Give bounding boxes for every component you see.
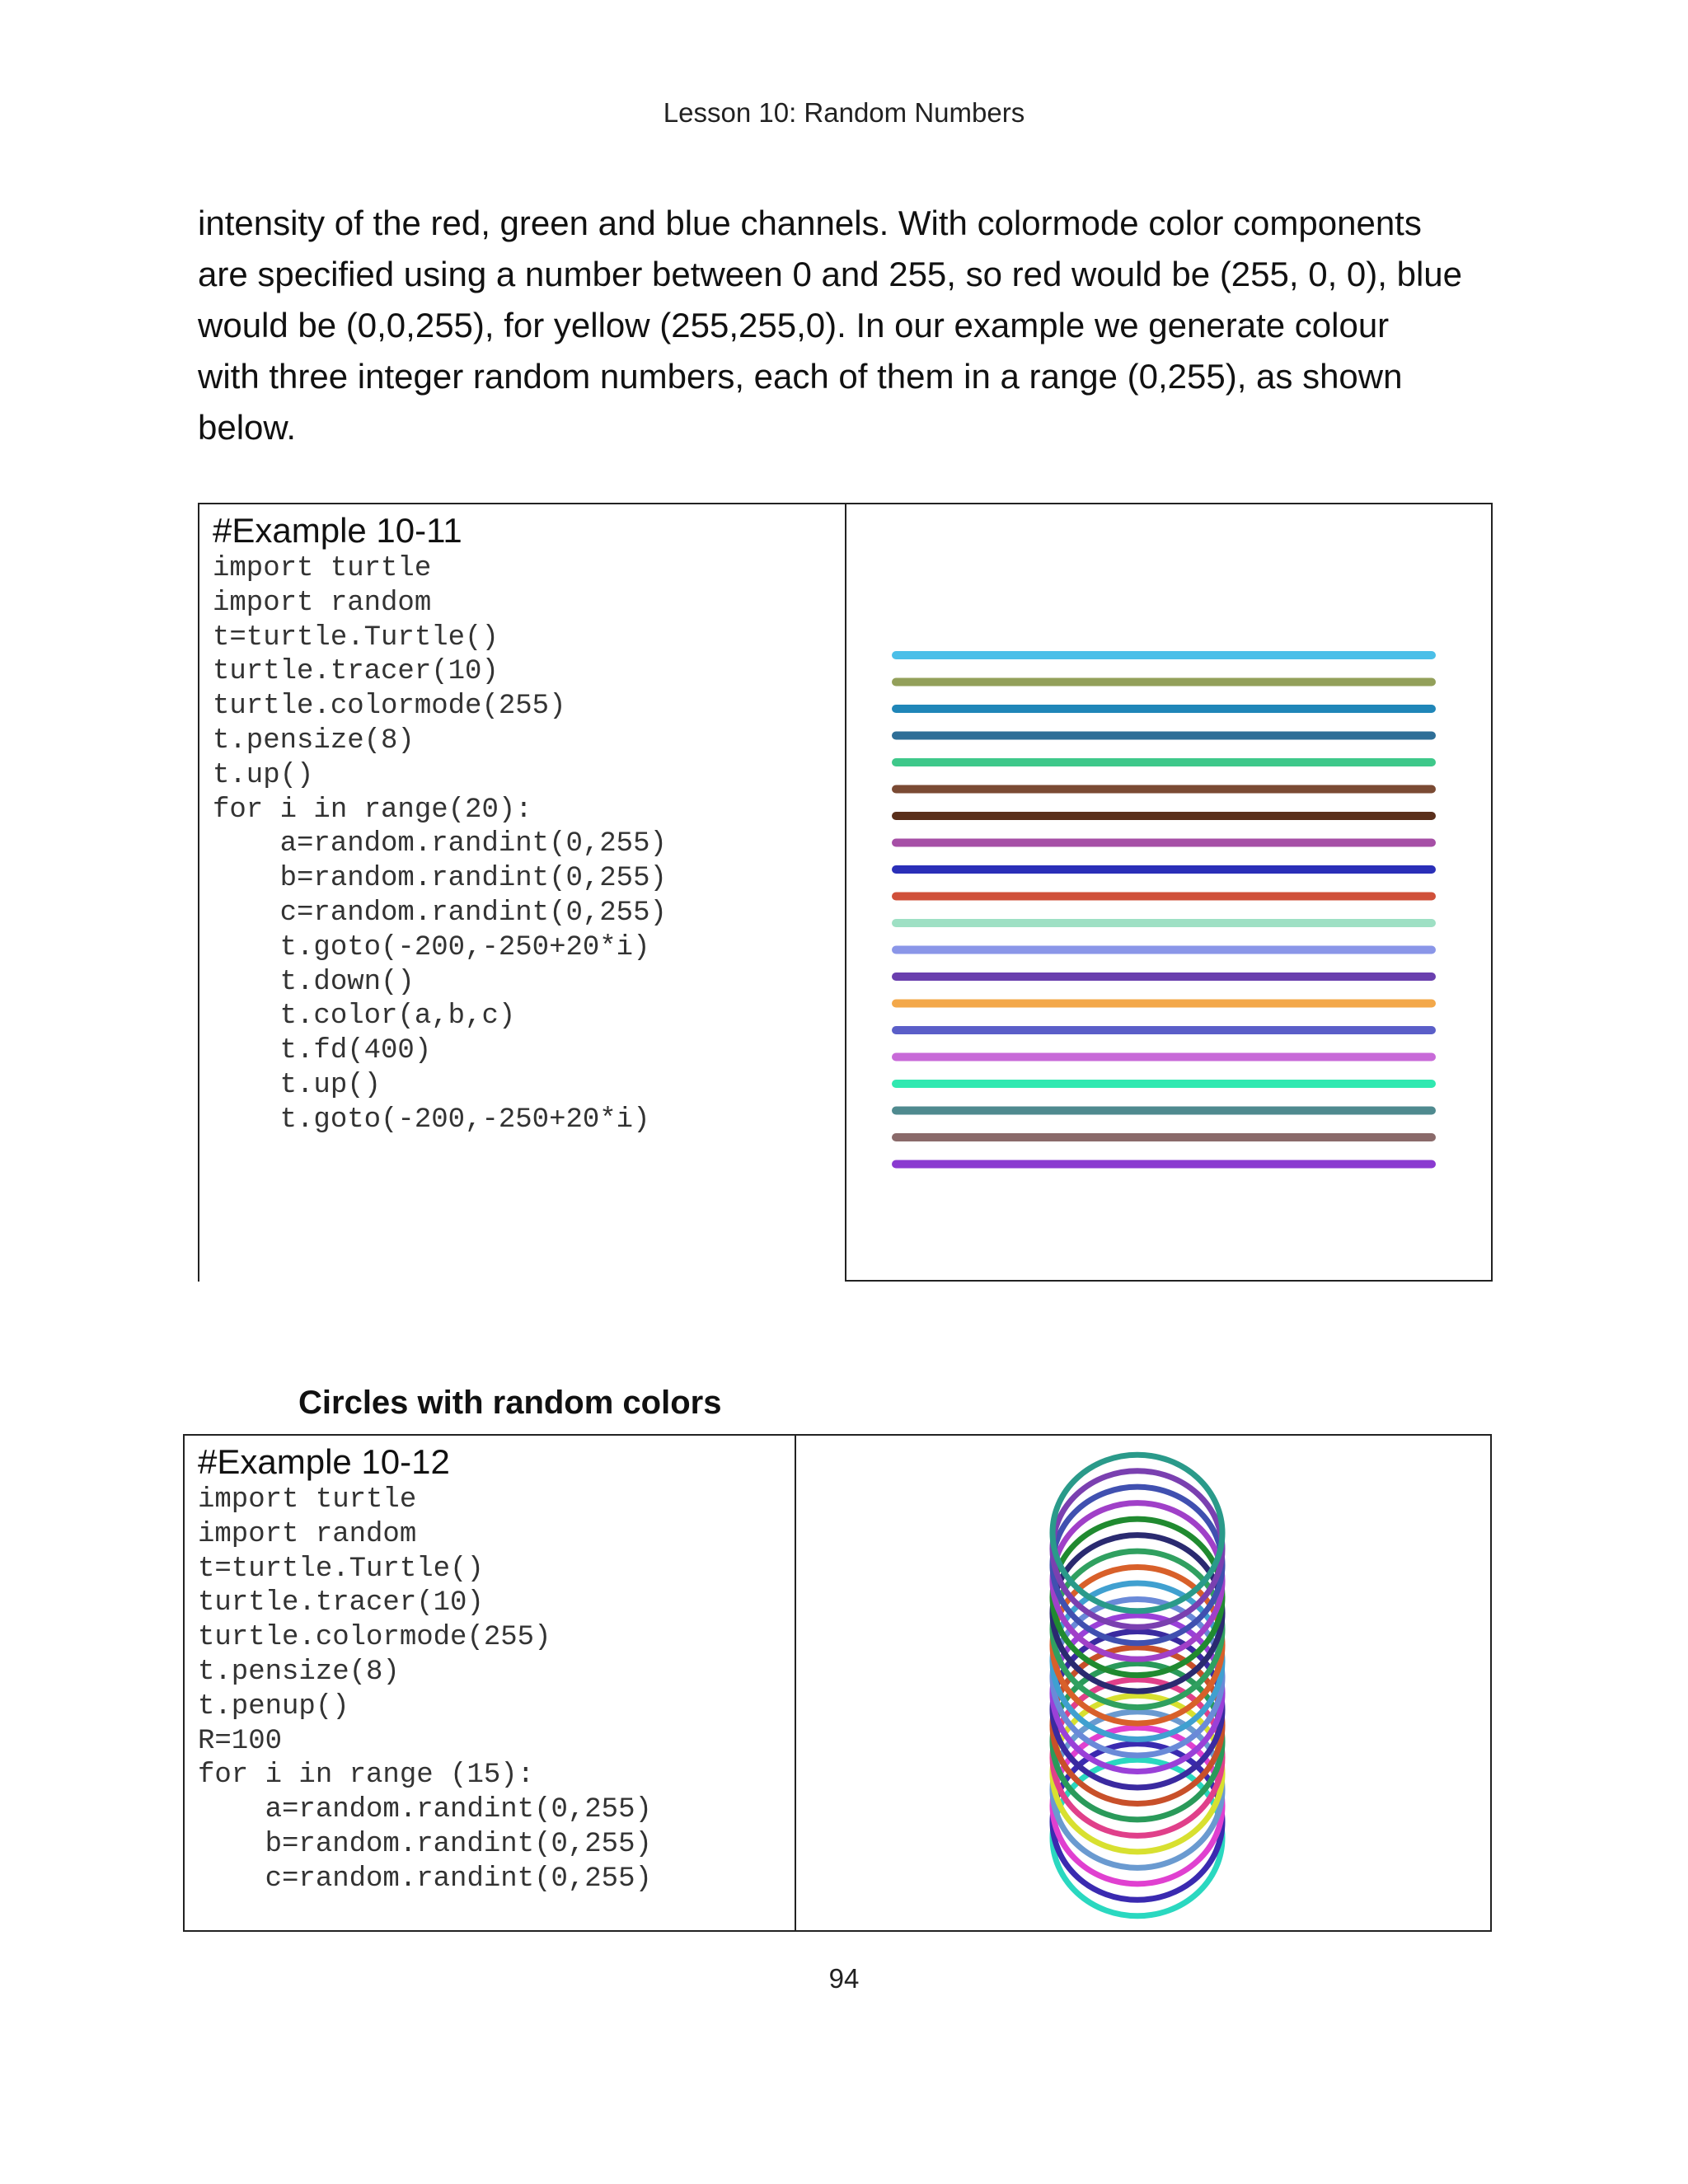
example-10-11-table	[198, 503, 1493, 1282]
code-line: a=random.randint(0,255)	[198, 1794, 652, 1826]
code-line: t=turtle.Turtle()	[213, 621, 499, 654]
page-number: 94	[828, 1963, 860, 1994]
example-title: #Example 10-12	[198, 1442, 450, 1481]
output-image-cell	[796, 1436, 1490, 1930]
code-line: t=turtle.Turtle()	[198, 1553, 484, 1585]
code-line: b=random.randint(0,255)	[198, 1828, 652, 1860]
section-subheading: Circles with random colors	[298, 1385, 722, 1421]
example-title: #Example 10-11	[213, 511, 462, 550]
example-10-12-table	[183, 1434, 1492, 1932]
paragraph-line: intensity of the red, green and blue channels. With colormode color components	[198, 204, 1422, 242]
code-line: import random	[213, 587, 432, 619]
page-header: Lesson 10: Random Numbers	[663, 97, 1025, 128]
code-cell	[199, 504, 846, 1282]
code-line: t.goto(-200,-250+20*i)	[213, 931, 650, 963]
paragraph-line: with three integer random numbers, each of them in a range (0,255), as shown	[198, 357, 1403, 396]
code-line: t.penup()	[198, 1690, 349, 1722]
code-line: t.pensize(8)	[213, 724, 415, 757]
code-line: c=random.randint(0,255)	[213, 897, 667, 929]
code-line: a=random.randint(0,255)	[213, 828, 667, 860]
paragraph-line: are specified using a number between 0 and 255, so red would be (255, 0, 0), blue	[198, 255, 1463, 293]
body-paragraph	[198, 198, 1500, 453]
random-circles-figure	[796, 1436, 1492, 1930]
code-line: for i in range(20):	[213, 794, 532, 826]
code-line: turtle.colormode(255)	[213, 691, 566, 723]
code-line: t.pensize(8)	[198, 1656, 400, 1688]
code-cell	[185, 1436, 796, 1930]
code-block	[198, 1483, 781, 1897]
code-line: t.goto(-200,-250+20*i)	[213, 1104, 650, 1136]
code-line: t.color(a,b,c)	[213, 1001, 516, 1033]
code-line: t.up()	[213, 1069, 382, 1101]
paragraph-line: would be (0,0,255), for yellow (255,255,0). In our example we generate colour	[198, 306, 1390, 344]
code-block	[213, 552, 832, 1138]
code-line: b=random.randint(0,255)	[213, 863, 667, 895]
code-line: t.down()	[213, 966, 415, 998]
paragraph-line: below.	[198, 408, 297, 447]
code-line: t.fd(400)	[213, 1035, 432, 1067]
code-line: c=random.randint(0,255)	[198, 1863, 652, 1895]
code-line: import turtle	[198, 1484, 417, 1516]
code-line: t.up()	[213, 759, 314, 791]
code-line: turtle.colormode(255)	[198, 1622, 551, 1654]
code-line: R=100	[198, 1725, 283, 1757]
code-line: turtle.tracer(10)	[198, 1587, 484, 1619]
code-line: for i in range (15):	[198, 1760, 535, 1792]
output-image-cell	[846, 504, 1491, 1282]
code-line: import random	[198, 1518, 417, 1550]
code-line: turtle.tracer(10)	[213, 656, 499, 688]
code-line: import turtle	[213, 553, 432, 584]
random-lines-figure	[846, 504, 1493, 1282]
